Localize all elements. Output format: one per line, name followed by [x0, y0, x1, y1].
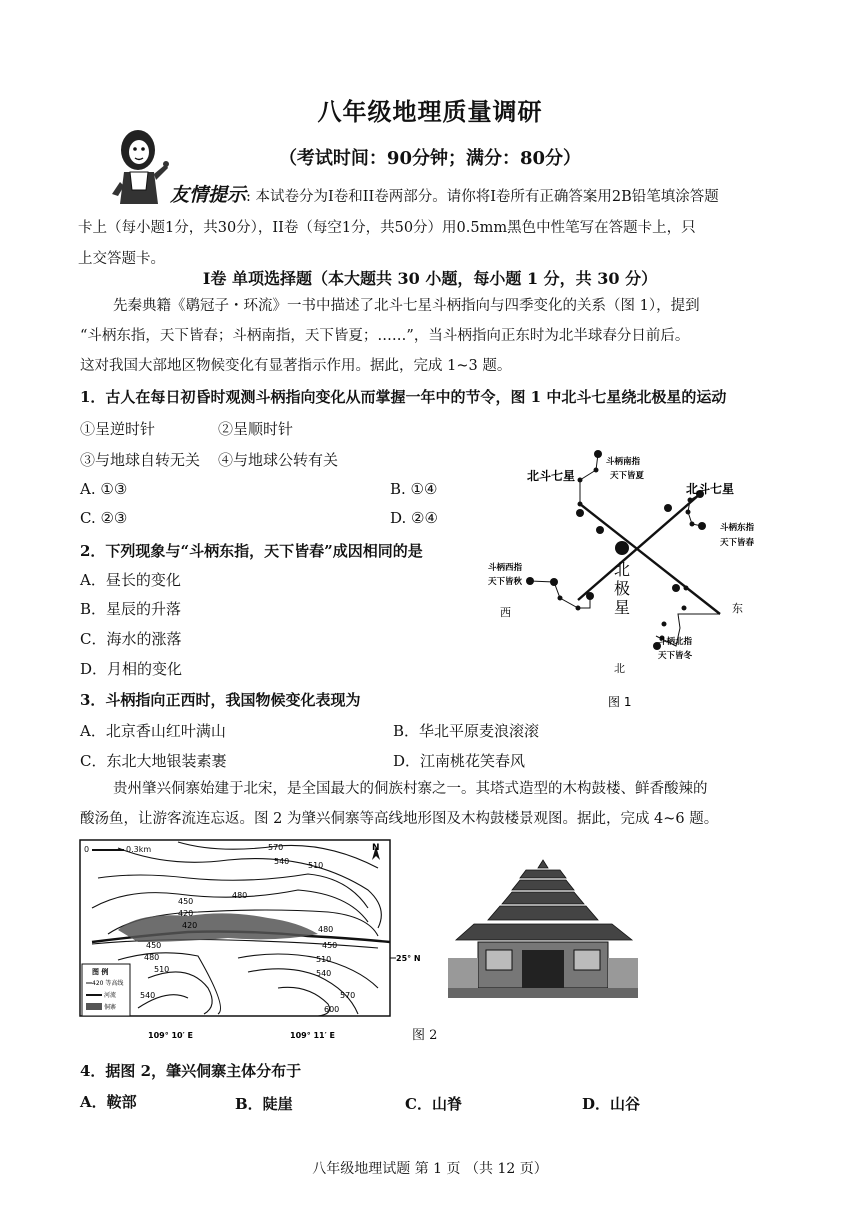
fig2-c480c: 480	[318, 925, 334, 934]
q1-option-d[interactable]: D. ②④	[390, 509, 438, 527]
fig1-dir-west: 西	[500, 606, 511, 619]
tip-line-3: 上交答题卡。	[78, 251, 165, 267]
section-heading: I卷 单项选择题（本大题共 30 小题，每小题 1 分，共 30 分）	[202, 269, 658, 288]
q2-option-b[interactable]: B．星辰的升落	[80, 600, 182, 618]
fig2-c570b: 570	[340, 991, 356, 1000]
fig1-north-1: 斗柄北指	[658, 637, 693, 647]
passage-2-line-1: 贵州肇兴侗寨始建于北宋，是全国最大的侗族村寨之一。其塔式造型的木构鼓楼、鲜香酸辣的	[113, 781, 708, 797]
exam-tip	[78, 180, 778, 275]
fig1-east-1: 斗柄东指	[720, 523, 755, 533]
fig2-lon1: 109° 10′ E	[148, 1031, 193, 1040]
fig2-c600: 600	[324, 1005, 340, 1014]
fig2-c450c: 450	[322, 941, 338, 950]
exam-info: （考试时间：90分钟；满分：80分）	[278, 148, 582, 169]
tip-label: 友情提示	[170, 184, 247, 206]
fig2-c450b: 450	[146, 941, 162, 950]
fig1-dir-north: 北	[614, 662, 625, 675]
passage-1-line-2: “斗柄东指，天下皆春；斗柄南指，天下皆夏；……”，当斗柄指向正东时为北半球春分日前后。	[80, 328, 690, 344]
fig2-c540a: 540	[274, 857, 290, 866]
q2-option-c[interactable]: C．海水的涨落	[80, 630, 182, 648]
fig1-label-dipper-right: 北斗七星	[686, 482, 735, 496]
page-title: 八年级地理质量调研	[317, 97, 543, 126]
question-2-stem: 2．下列现象与“斗柄东指，天下皆春”成因相同的是	[80, 542, 423, 560]
passage-1-line-1: 先秦典籍《鹖冠子・环流》一书中描述了北斗七星斗柄指向与四季变化的关系（图 1），提到	[113, 298, 700, 314]
fig2-c510b: 510	[154, 965, 170, 974]
q4-option-a[interactable]: A．鞍部	[80, 1093, 137, 1111]
q3-option-c[interactable]: C．东北大地银装素裹	[80, 752, 227, 770]
q2-option-d[interactable]: D．月相的变化	[80, 660, 183, 678]
fig2-c420b: 420	[182, 921, 198, 930]
q1-statement-2: ②呈顺时针	[218, 420, 294, 438]
figure-2-caption: 图 2	[412, 1028, 438, 1043]
q3-option-b[interactable]: B．华北平原麦浪滚滚	[393, 722, 540, 740]
question-3-stem: 3．斗柄指向正西时，我国物候变化表现为	[80, 691, 361, 709]
fig1-caption: 图 1	[608, 695, 632, 709]
fig2-c510c: 510	[316, 955, 332, 964]
drum-tower-illustration	[448, 858, 638, 998]
figure-2-contour-map	[78, 838, 421, 1048]
fig2-c540b: 540	[140, 991, 156, 1000]
fig2-legend-river: 河流	[104, 992, 117, 999]
q3-option-d[interactable]: D．江南桃花笑春风	[393, 752, 526, 770]
fig1-south-2: 天下皆夏	[610, 471, 645, 481]
fig1-polaris-3: 星	[614, 598, 631, 617]
fig2-lat: 25° N	[396, 954, 421, 963]
q2-option-a[interactable]: A．昼长的变化	[80, 571, 181, 589]
fig2-c480b: 480	[144, 953, 160, 962]
fig2-legend-contour: 420 等高线	[92, 980, 124, 987]
fig2-c510a: 510	[308, 861, 324, 870]
fig2-c570: 570	[268, 843, 284, 852]
fig1-polaris-1: 北	[614, 560, 631, 579]
fig1-east-2: 天下皆春	[720, 538, 755, 548]
fig1-polaris-2: 极	[614, 579, 631, 598]
fig2-lon2: 109° 11′ E	[290, 1031, 335, 1040]
question-1-stem: 1．古人在每日初昏时观测斗柄指向变化从而掌握一年中的节令，图 1 中北斗七星绕北极星的运动	[80, 388, 727, 406]
fig2-c480: 480	[232, 891, 248, 900]
fig2-c540c: 540	[316, 969, 332, 978]
q4-option-b[interactable]: B．陡崖	[235, 1095, 293, 1113]
fig1-north-2: 天下皆冬	[658, 651, 693, 661]
q4-option-c[interactable]: C．山脊	[405, 1095, 462, 1113]
fig2-legend-village: 侗寨	[104, 1004, 117, 1011]
tip-line-1: : 本试卷分为I卷和II卷两部分。请你将I卷所有正确答案用2B铅笔填涂答题	[246, 189, 719, 205]
fig2-c420: 420	[178, 909, 194, 918]
q1-option-b[interactable]: B. ①④	[390, 480, 438, 498]
fig2-scale: 0.3km	[126, 845, 152, 854]
fig2-c450a: 450	[178, 897, 194, 906]
q3-option-a[interactable]: A．北京香山红叶满山	[80, 722, 226, 740]
question-4-stem: 4．据图 2，肇兴侗寨主体分布于	[80, 1062, 302, 1080]
fig1-west-2: 天下皆秋	[488, 577, 523, 587]
q1-statement-4: ④与地球公转有关	[218, 451, 339, 469]
fig1-label-dipper-left: 北斗七星	[527, 469, 576, 483]
q4-option-d[interactable]: D．山谷	[582, 1095, 641, 1113]
figure-1-big-dipper	[480, 440, 780, 715]
passage-1-line-3: 这对我国大部地区物候变化有显著指示作用。据此，完成 1~3 题。	[80, 358, 512, 374]
fig2-north: N	[372, 843, 380, 853]
fig1-dir-east: 东	[732, 602, 743, 615]
passage-2-line-2: 酸汤鱼，让游客流连忘返。图 2 为肇兴侗寨等高线地形图及木构鼓楼景观图。据此，完成 4~6 题。	[80, 811, 719, 827]
fig1-south-1: 斗柄南指	[606, 457, 641, 467]
page-footer: 八年级地理试题 第 1 页 （共 12 页）	[312, 1161, 548, 1177]
q1-option-a[interactable]: A. ①③	[80, 480, 128, 498]
fig2-legend-title: 图 例	[92, 968, 109, 976]
q1-statement-3: ③与地球自转无关	[80, 451, 201, 469]
q1-statement-1: ①呈逆时针	[80, 420, 156, 438]
fig1-west-1: 斗柄西指	[488, 563, 523, 573]
q1-option-c[interactable]: C. ②③	[80, 509, 128, 527]
tip-line-2: 卡上（每小题1分，共30分），II卷（每空1分，共50分）用0.5mm黑色中性笔写在答题卡上，只	[78, 220, 696, 236]
svg-text:0: 0	[84, 845, 90, 854]
